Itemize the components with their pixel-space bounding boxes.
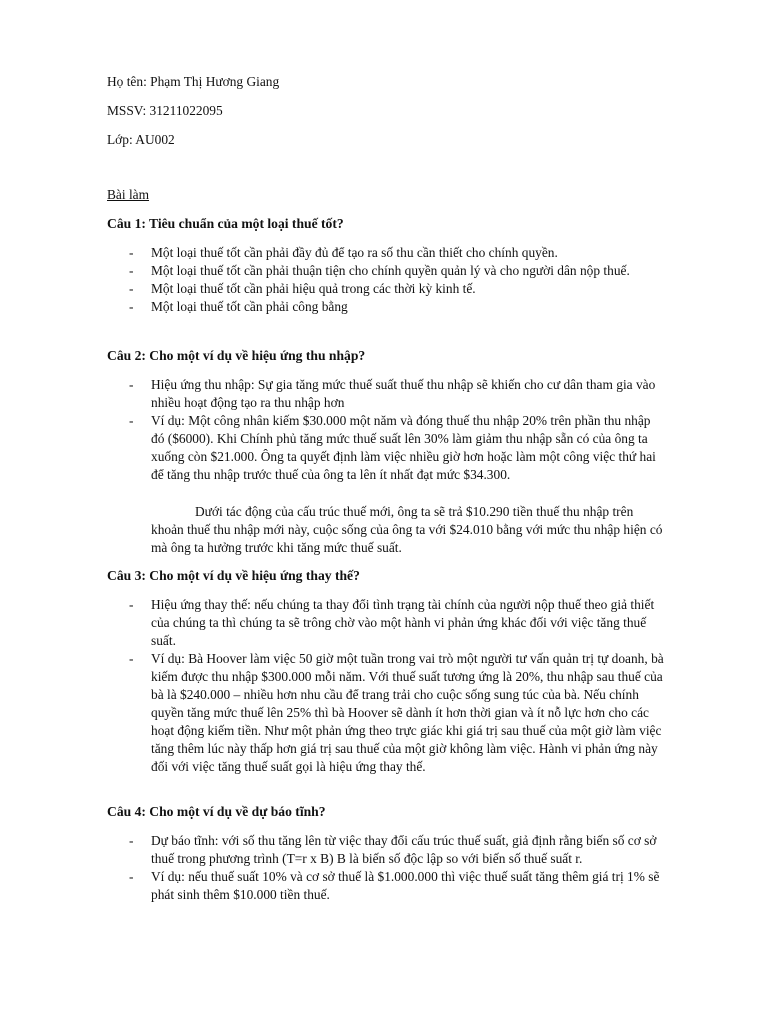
student-id: MSSV: 31211022095 bbox=[107, 103, 223, 118]
bullet-dash: - bbox=[129, 597, 134, 612]
bullet-dash: - bbox=[129, 299, 134, 314]
bullet-dash: - bbox=[129, 651, 134, 666]
bullet-dash: - bbox=[129, 263, 134, 278]
list-item: - Ví dụ: nếu thuế suất 10% và cơ sở thuế là $1.000.000 thì việc thuế suất tăng thêm giá trị 1% sẽ phát sinh thêm $10.000 tiền thuế. bbox=[129, 869, 660, 902]
list-item: - Một loại thuế tốt cần phải công bằng bbox=[129, 299, 348, 314]
list-item: - Một loại thuế tốt cần phải hiệu quả trong các thời kỳ kinh tế. bbox=[129, 281, 476, 296]
question-2-title: Câu 2: Cho một ví dụ về hiệu ứng thu nhập? bbox=[107, 348, 366, 363]
bullet-dash: - bbox=[129, 413, 134, 428]
question-4-title: Câu 4: Cho một ví dụ về dự báo tĩnh? bbox=[107, 804, 326, 819]
list-item: - Ví dụ: Một công nhân kiếm $30.000 một năm và đóng thuế thu nhập 20% trên phần thu nhập đó ($6000). Khi Chính phủ tăng mức thuế suất lên 30% làm giảm thu nhập sẵn có của ông ta xuống còn $21.000. Ông ta quyết định làm việc nhiều giờ hơn hoặc làm một công việc thứ hai để tăng thu nhập trước thuế của ông ta lên ít nhất đạt mức $34.300. bbox=[129, 413, 656, 482]
bullet-dash: - bbox=[129, 245, 134, 260]
student-class: Lớp: AU002 bbox=[107, 132, 175, 147]
question-3-list bbox=[107, 596, 667, 776]
question-2-paragraph: Dưới tác động của cấu trúc thuế mới, ông ta sẽ trả $10.290 tiền thuế thu nhập trên khoản thuế thu nhập mới này, cuộc sống của ông ta với $24.010 bằng với mức thu nhập hiện có mà ông ta hưởng trước khi tăng mức thuế suất. bbox=[151, 504, 663, 555]
question-4-list bbox=[107, 832, 667, 904]
bullet-dash: - bbox=[129, 377, 134, 392]
question-1-title: Câu 1: Tiêu chuẩn của một loại thuế tốt? bbox=[107, 216, 344, 231]
list-item: - Hiệu ứng thay thế: nếu chúng ta thay đổi tình trạng tài chính của người nộp thuế theo giả thiết của chúng ta thì chúng ta sẽ trông chờ vào một hành vi phản ứng khác đối với việc tăng thuế suất. bbox=[129, 597, 655, 648]
list-item: - Một loại thuế tốt cần phải thuận tiện cho chính quyền quản lý và cho người dân nộp thuế. bbox=[129, 263, 630, 278]
list-item: - Một loại thuế tốt cần phải đầy đủ để tạo ra số thu cần thiết cho chính quyền. bbox=[129, 245, 558, 260]
bullet-dash: - bbox=[129, 869, 134, 884]
bullet-dash: - bbox=[129, 281, 134, 296]
student-name: Họ tên: Phạm Thị Hương Giang bbox=[107, 74, 280, 89]
bullet-dash: - bbox=[129, 833, 134, 848]
question-3-title: Câu 3: Cho một ví dụ về hiệu ứng thay thế? bbox=[107, 568, 360, 583]
question-1-list bbox=[107, 244, 667, 316]
section-label: Bài làm bbox=[107, 187, 150, 202]
question-2-list bbox=[107, 376, 667, 484]
list-item: - Ví dụ: Bà Hoover làm việc 50 giờ một tuần trong vai trò một người tư vấn quản trị tự doanh, bà kiếm được thu nhập $300.000 mỗi năm. Với thuế suất tương ứng là 20%, thu nhập sau thuế của bà là $240.000 – nhiều hơn nhu cầu để trang trải cho cuộc sống sung túc của bà. Nếu chính quyền tăng mức thuế lên 25% thì bà Hoover sẽ dành ít hơn thời gian và ít nỗ lực hơn cho các hoạt động kiếm tiền. Như một phản ứng theo trực giác khi giá trị sau thuế của một giờ làm việc tăng thêm lúc này thấp hơn giá trị sau thuế của một giờ không làm việc. Hành vi phản ứng này đối với việc tăng thuế suất gọi là hiệu ứng thay thế. bbox=[129, 651, 664, 774]
list-item: - Dự báo tĩnh: với số thu tăng lên từ việc thay đổi cấu trúc thuế suất, giả định rằng biến số cơ sở thuế trong phương trình (T=r x B) B là biến số độc lập so với biến số thuế suất r. bbox=[129, 833, 657, 866]
list-item: - Hiệu ứng thu nhập: Sự gia tăng mức thuế suất thuế thu nhập sẽ khiến cho cư dân tham gia vào nhiều hoạt động tạo ra thu nhập hơn bbox=[129, 377, 656, 410]
